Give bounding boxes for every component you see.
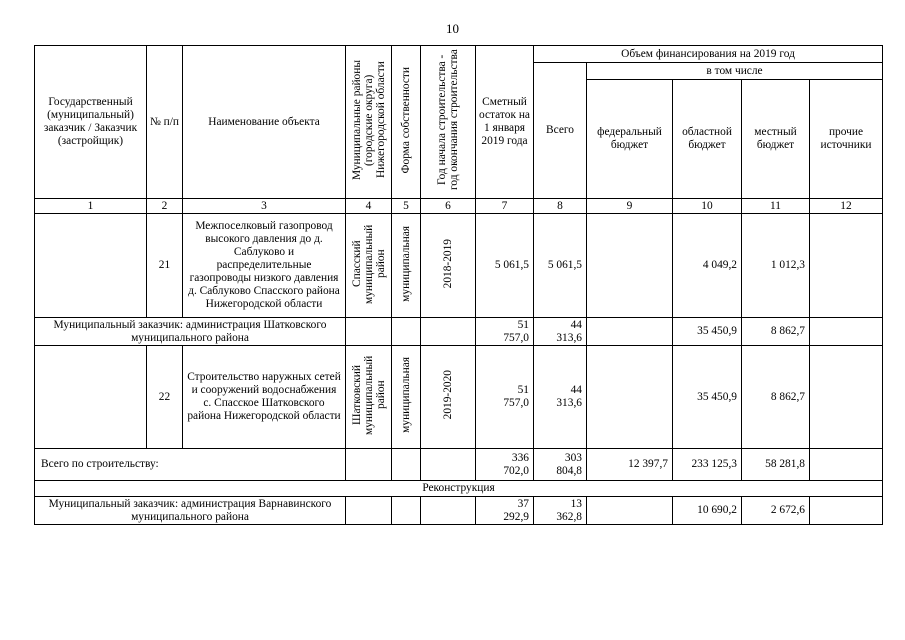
district-cell: Шатковский муниципальный район (346, 346, 392, 449)
table-row (35, 497, 883, 525)
table-row (35, 346, 883, 449)
header-total: Всего (534, 63, 587, 199)
federal-cell (587, 214, 673, 318)
header-ownership: Форма собственности (392, 46, 421, 199)
customer-cell (35, 346, 147, 449)
empty-cell (392, 449, 421, 481)
empty-cell (346, 497, 392, 525)
empty-cell (346, 318, 392, 346)
col-number: 2 (147, 199, 183, 214)
local-cell: 58 281,8 (742, 449, 810, 481)
customer-cell (35, 214, 147, 318)
col-number: 6 (421, 199, 476, 214)
local-cell: 2 672,6 (742, 497, 810, 525)
object-name: Строительство наружных сетей и сооружений водоснабжения с. Спасское Шатковского района Нижегородской области (183, 346, 346, 449)
table-row (35, 449, 883, 481)
empty-cell (421, 497, 476, 525)
remainder-cell: 5 061,5 (476, 214, 534, 318)
years-cell: 2019-2020 (421, 346, 476, 449)
header-npp: № п/п (147, 46, 183, 199)
local-cell: 8 862,7 (742, 346, 810, 449)
page-number: 10 (446, 21, 459, 36)
header-districts: Муниципальные районы (городские округа) Нижегородской области (346, 46, 392, 199)
total-cell: 44 313,6 (534, 346, 587, 449)
customer-label: Муниципальный заказчик: администрация Варнавинского муниципального района (35, 497, 346, 525)
header-financing: Объем финансирования на 2019 год (534, 46, 883, 63)
row-number: 21 (147, 214, 183, 318)
col-number: 1 (35, 199, 147, 214)
empty-cell (810, 318, 883, 346)
col-number: 9 (587, 199, 673, 214)
empty-cell (587, 346, 673, 449)
empty-cell (421, 449, 476, 481)
remainder-cell: 37 292,9 (476, 497, 534, 525)
remainder-cell: 51 757,0 (476, 318, 534, 346)
column-numbers-row (35, 199, 883, 214)
header-remainder: Сметный остаток на 1 января 2019 года (476, 46, 534, 199)
total-label: Всего по строительству: (35, 449, 346, 481)
years-cell: 2018-2019 (421, 214, 476, 318)
header-regional: областной бюджет (673, 80, 742, 199)
regional-cell: 10 690,2 (673, 497, 742, 525)
col-number: 8 (534, 199, 587, 214)
section-title: Реконструкция (35, 481, 883, 497)
col-number: 3 (183, 199, 346, 214)
local-cell: 8 862,7 (742, 318, 810, 346)
total-cell: 303 804,8 (534, 449, 587, 481)
header-local: местный бюджет (742, 80, 810, 199)
regional-cell: 35 450,9 (673, 346, 742, 449)
empty-cell (810, 497, 883, 525)
col-number: 5 (392, 199, 421, 214)
remainder-cell: 51 757,0 (476, 346, 534, 449)
regional-cell: 4 049,2 (673, 214, 742, 318)
district-cell: Спасский муниципальный район (346, 214, 392, 318)
col-number: 7 (476, 199, 534, 214)
header-years: Год начала строительства - год окончания строительства (421, 46, 476, 199)
ownership-cell: муниципальная (392, 346, 421, 449)
total-cell: 44 313,6 (534, 318, 587, 346)
empty-cell (587, 318, 673, 346)
federal-cell: 12 397,7 (587, 449, 673, 481)
col-number: 11 (742, 199, 810, 214)
col-number: 4 (346, 199, 392, 214)
total-cell: 13 362,8 (534, 497, 587, 525)
empty-cell (392, 318, 421, 346)
col-number: 10 (673, 199, 742, 214)
header-customer: Государственный (муниципальный) заказчик / Заказчик (застройщик) (35, 46, 147, 199)
row-number: 22 (147, 346, 183, 449)
ownership-cell: муниципальная (392, 214, 421, 318)
section-row (35, 481, 883, 497)
table-row (35, 214, 883, 318)
customer-label: Муниципальный заказчик: администрация Шатковского муниципального района (35, 318, 346, 346)
empty-cell (392, 497, 421, 525)
empty-cell (810, 346, 883, 449)
regional-cell: 35 450,9 (673, 318, 742, 346)
regional-cell: 233 125,3 (673, 449, 742, 481)
financing-table (34, 45, 883, 525)
empty-cell (421, 318, 476, 346)
header-including: в том числе (587, 63, 883, 80)
remainder-cell: 336 702,0 (476, 449, 534, 481)
other-cell (810, 214, 883, 318)
header-federal: федеральный бюджет (587, 80, 673, 199)
total-cell: 5 061,5 (534, 214, 587, 318)
empty-cell (587, 497, 673, 525)
local-cell: 1 012,3 (742, 214, 810, 318)
empty-cell (346, 449, 392, 481)
header-other: прочие источники (810, 80, 883, 199)
col-number: 12 (810, 199, 883, 214)
header-object: Наименование объекта (183, 46, 346, 199)
table-row (35, 318, 883, 346)
object-name: Межпоселковый газопровод высокого давления до д. Саблуково и распределительные газопроводы низкого давления д. Саблуково Спасского района Нижегородской области (183, 214, 346, 318)
empty-cell (810, 449, 883, 481)
